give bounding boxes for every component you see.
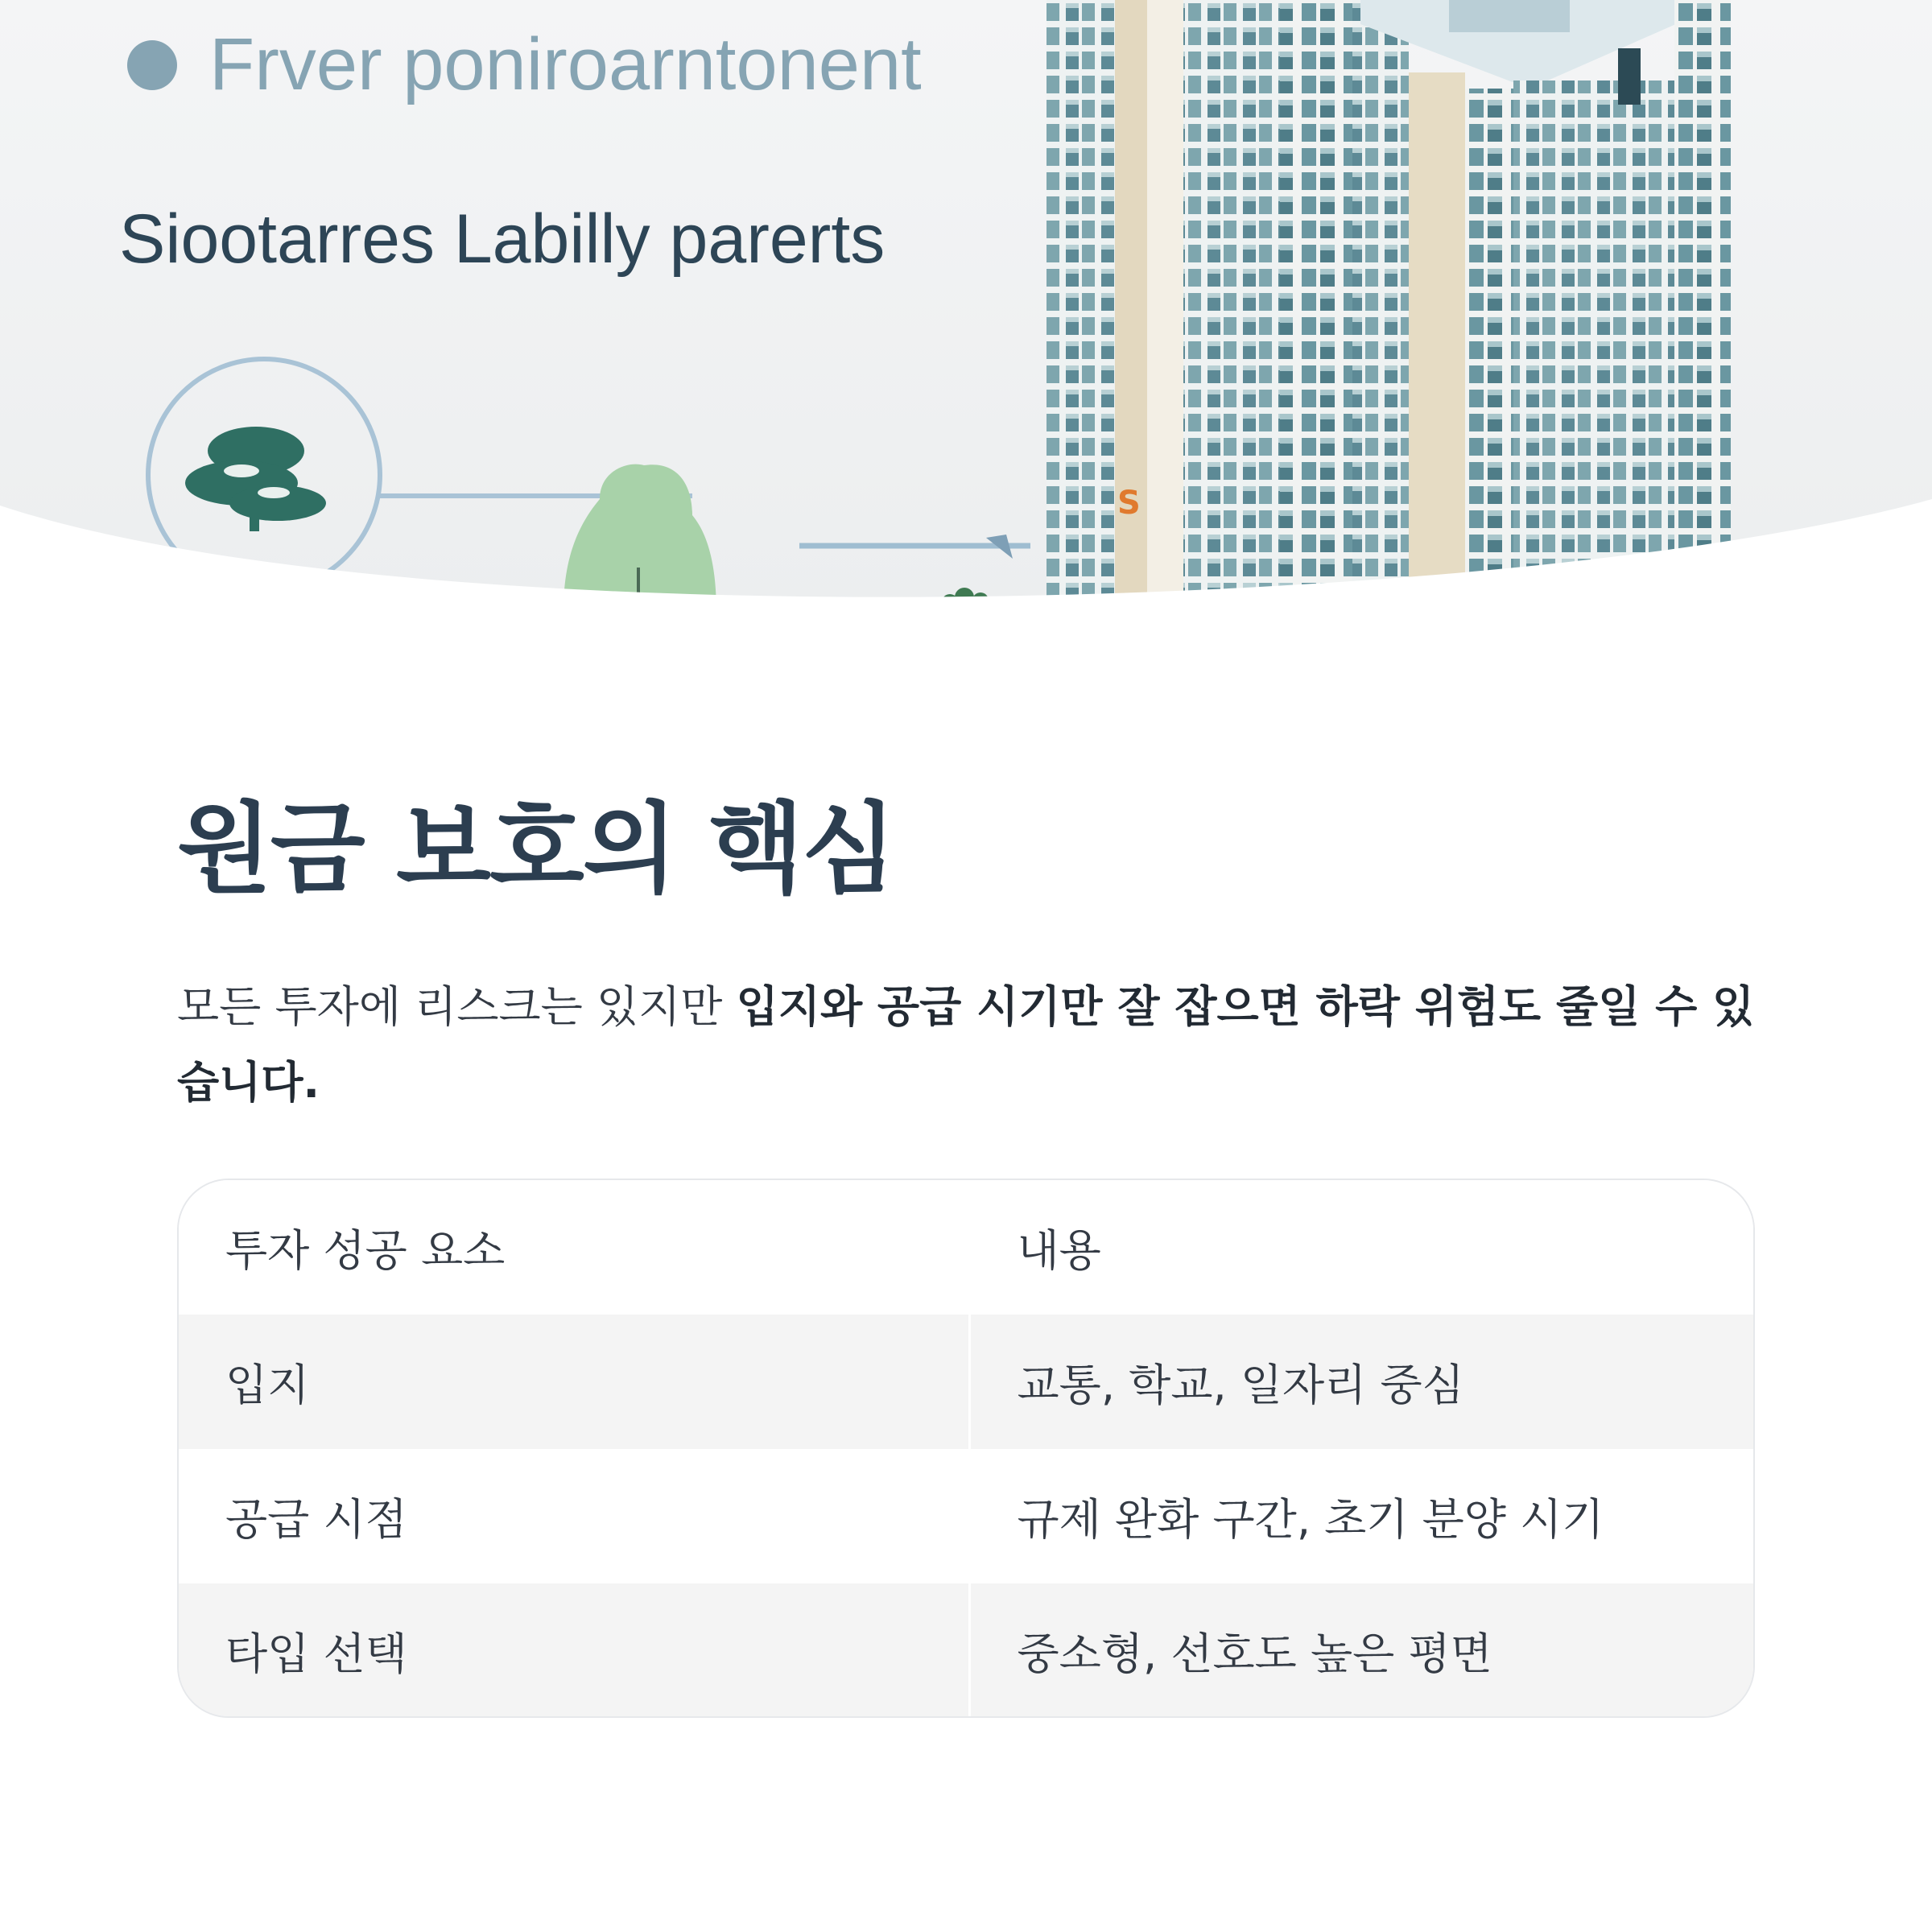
table-cell-factor: 타입 선택 xyxy=(179,1583,969,1718)
table-header-factor: 투자 성공 요소 xyxy=(179,1180,969,1315)
table-cell-factor: 입지 xyxy=(179,1315,969,1449)
building-mark: S xyxy=(1117,485,1141,522)
table-cell-content: 교통, 학교, 일자리 중심 xyxy=(969,1315,1753,1449)
lead-normal-text: 모든 투자에 리스크는 있지만 xyxy=(177,981,737,1032)
table-header-row xyxy=(179,1180,1753,1315)
lead-bold-text: 입지와 공급 시기만 잘 잡으면 하락 위험도 줄일 수 있습니다. xyxy=(177,981,1755,1108)
table-cell-content: 규제 완화 구간, 초기 분양 시기 xyxy=(969,1449,1753,1583)
table-cell-factor: 공급 시점 xyxy=(179,1449,969,1583)
table-row xyxy=(179,1315,1753,1449)
table-row xyxy=(179,1449,1753,1583)
table-header-content: 내용 xyxy=(969,1180,1753,1315)
success-factors-table xyxy=(177,1179,1755,1718)
section-title: 원금 보호의 핵심 xyxy=(177,792,895,906)
table-row xyxy=(179,1583,1753,1718)
hero-illustration xyxy=(0,0,1932,612)
hero-caption-1-text: Frver poniroarntonent xyxy=(209,23,922,105)
section-lead xyxy=(177,969,1755,1121)
table-cell-content: 중소형, 선호도 높은 평면 xyxy=(969,1583,1753,1718)
section-principal-protection xyxy=(177,789,1755,1121)
hero-caption-2: Siootarres Labilly parerts xyxy=(119,200,886,278)
hero-caption-1 xyxy=(127,23,922,107)
bullet-dot-icon xyxy=(127,40,177,90)
